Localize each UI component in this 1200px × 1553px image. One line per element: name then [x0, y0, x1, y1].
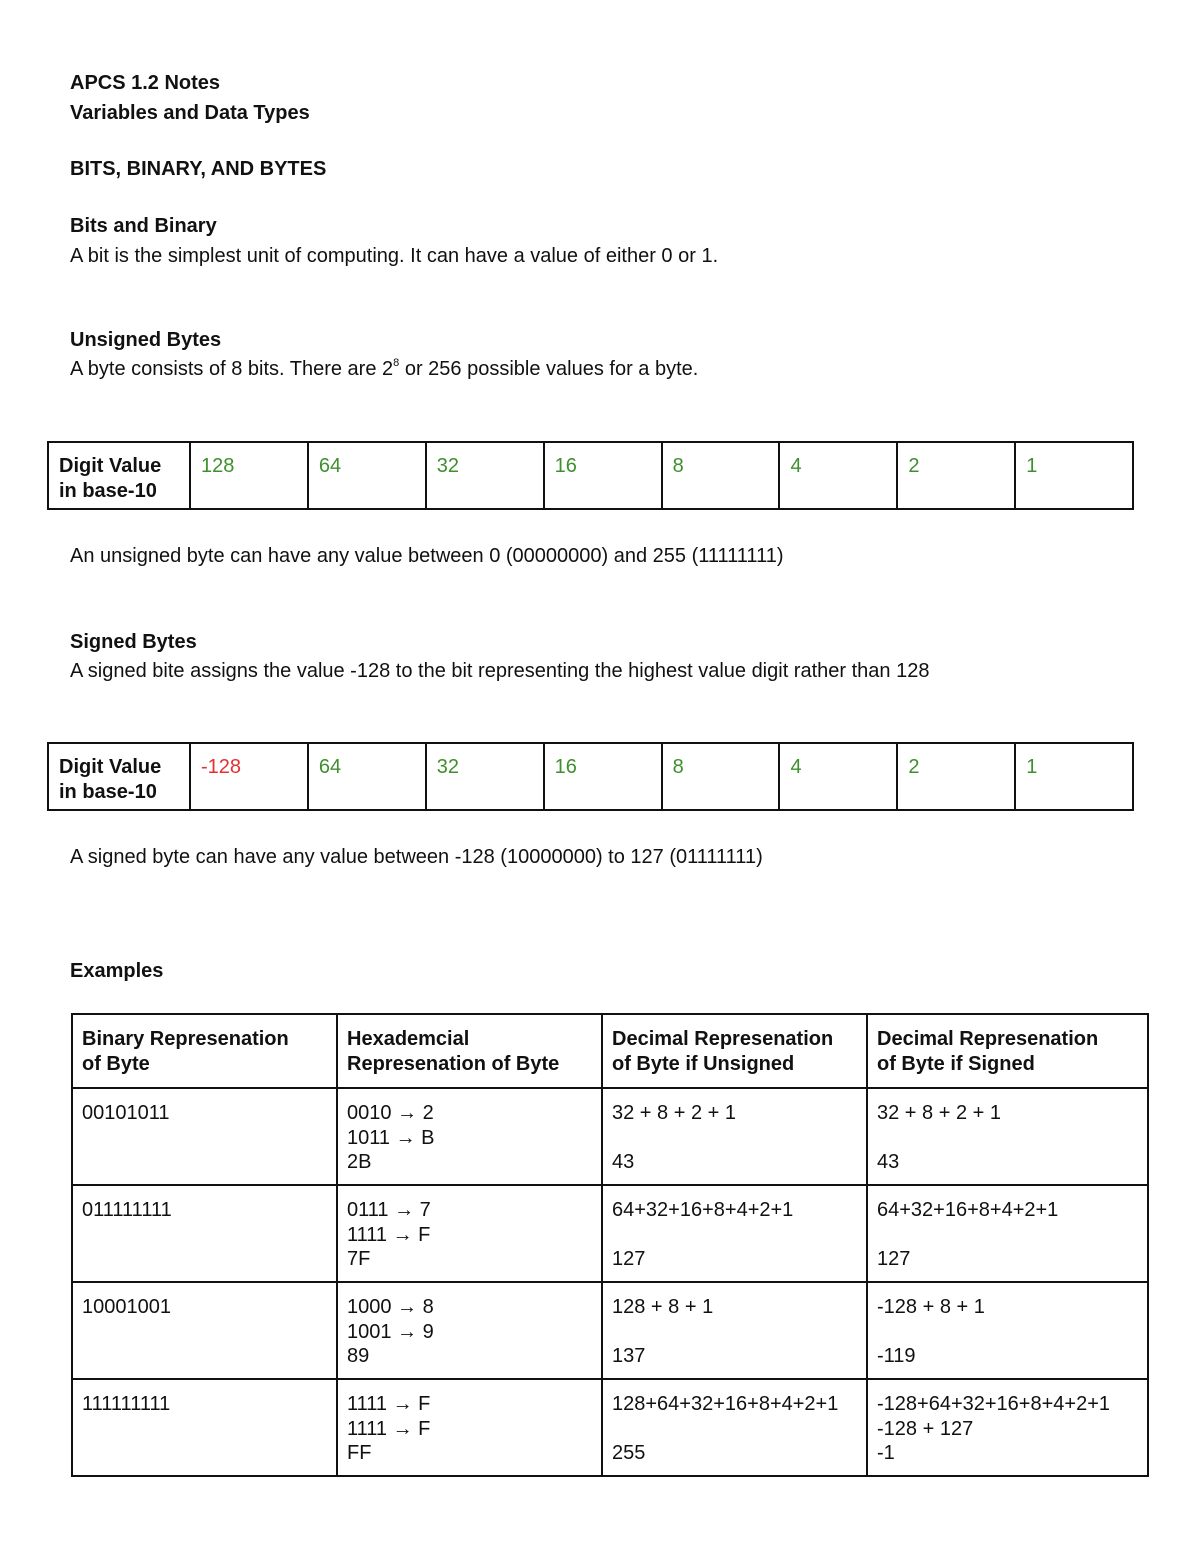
- cell-line: 00101011: [82, 1102, 170, 1124]
- digit-cell: 128: [190, 442, 308, 509]
- digit-cell: 4: [779, 743, 897, 810]
- digit-cell: 32: [426, 743, 544, 810]
- header-line: Hexademcial: [347, 1028, 470, 1050]
- cell-line: -128 + 8 + 1: [877, 1296, 985, 1318]
- header-line: of Byte if Signed: [877, 1052, 1035, 1075]
- column-header: [72, 1014, 337, 1088]
- signed-range-text: A signed byte can have any value between -128 (10000000) to 127 (01111111): [70, 846, 763, 868]
- digit-cell: 16: [544, 743, 662, 810]
- digit-cell: 8: [662, 743, 780, 810]
- cell-line: 64+32+16+8+4+2+1: [877, 1199, 1059, 1221]
- table-cell: [72, 1379, 337, 1476]
- unsigned-range-text: An unsigned byte can have any value between 0 (00000000) and 255 (11111111): [70, 545, 784, 567]
- cell-line: 64+32+16+8+4+2+1: [612, 1199, 794, 1221]
- digit-cell: 32: [426, 442, 544, 509]
- digit-cell: 64: [308, 743, 426, 810]
- negative-digit-cell: -128: [190, 743, 308, 810]
- table-cell: [337, 1379, 602, 1476]
- cell-line: 10001001: [82, 1296, 171, 1318]
- cell-line: -128+64+32+16+8+4+2+1: [877, 1393, 1111, 1415]
- table-cell: [337, 1088, 602, 1185]
- cell-line: 1111 → F: [347, 1393, 431, 1415]
- signed-heading: Signed Bytes: [70, 631, 197, 653]
- cell-line: 255: [612, 1442, 646, 1464]
- unsigned-heading: Unsigned Bytes: [70, 329, 222, 351]
- header-line: Represenation of Byte: [347, 1052, 560, 1075]
- cell-line: 1111 → F: [347, 1417, 431, 1440]
- example-rows: [72, 1088, 1148, 1476]
- cell-line: 127: [612, 1248, 646, 1270]
- cell-line: [612, 1320, 857, 1345]
- cell-line: 2B: [347, 1151, 372, 1173]
- digit-value-header: [48, 442, 190, 509]
- header-line: Decimal Represenation: [877, 1028, 1099, 1050]
- header-line: of Byte: [82, 1052, 150, 1075]
- digit-cell: 8: [662, 442, 780, 509]
- digit-cell: 1: [1015, 442, 1133, 509]
- table-cell: [867, 1088, 1148, 1185]
- cell-line: 1011 → B: [347, 1126, 435, 1149]
- doc-title: APCS 1.2 Notes: [70, 72, 221, 94]
- table-cell: [72, 1185, 337, 1282]
- table-cell: [867, 1282, 1148, 1379]
- exponent: 8: [393, 357, 400, 370]
- cell-line: [612, 1223, 857, 1248]
- examples-table: [71, 1013, 1149, 1477]
- column-header: [867, 1014, 1148, 1088]
- cell-line: 0010 → 2: [347, 1102, 434, 1124]
- signed-text: A signed bite assigns the value -128 to the bit representing the highest value digit rather than 128: [70, 660, 930, 682]
- cell-line: 1001 → 9: [347, 1320, 434, 1343]
- doc-subtitle: Variables and Data Types: [70, 102, 310, 124]
- column-header: [602, 1014, 867, 1088]
- table-row: [72, 1282, 1148, 1379]
- header-line: Decimal Represenation: [612, 1028, 834, 1050]
- cell-line: -119: [877, 1345, 916, 1367]
- table-cell: [602, 1185, 867, 1282]
- digit-cell: 64: [308, 442, 426, 509]
- table-cell: [867, 1185, 1148, 1282]
- table-cell: [72, 1282, 337, 1379]
- table-cell: [602, 1282, 867, 1379]
- table-cell: [337, 1185, 602, 1282]
- cell-line: -1: [877, 1442, 895, 1464]
- cell-line: 32 + 8 + 2 + 1: [877, 1102, 1001, 1124]
- unsigned-text-before: A byte consists of 8 bits. There are 2: [70, 358, 394, 380]
- cell-line: 127: [877, 1248, 911, 1270]
- cell-line: 1000 → 8: [347, 1296, 434, 1318]
- header-line: of Byte if Unsigned: [612, 1052, 795, 1075]
- cell-line: 1111 → F: [347, 1223, 431, 1246]
- header-line: Digit Value: [59, 455, 162, 477]
- digit-cell: 4: [779, 442, 897, 509]
- digit-cell: 2: [897, 743, 1015, 810]
- cell-line: [877, 1223, 1138, 1248]
- digit-value-header: [48, 743, 190, 810]
- table-row: [72, 1088, 1148, 1185]
- bits-binary-heading: Bits and Binary: [70, 215, 217, 237]
- cell-line: -128 + 127: [877, 1417, 974, 1440]
- header-line: in base-10: [59, 479, 157, 502]
- digit-cell: 1: [1015, 743, 1133, 810]
- cell-line: [877, 1126, 1138, 1151]
- examples-heading: Examples: [70, 960, 164, 982]
- cell-line: 43: [612, 1151, 635, 1173]
- cell-line: 137: [612, 1345, 646, 1367]
- cell-line: 89: [347, 1345, 370, 1367]
- unsigned-digit-table: [47, 441, 1134, 510]
- header-line: in base-10: [59, 780, 157, 803]
- cell-line: [612, 1126, 857, 1151]
- header-line: Digit Value: [59, 756, 162, 778]
- bits-binary-text: A bit is the simplest unit of computing. It can have a value of either 0 or 1.: [70, 245, 719, 267]
- signed-digit-table: [47, 742, 1134, 811]
- header-line: Binary Represenation: [82, 1028, 289, 1050]
- cell-line: 111111111: [82, 1393, 171, 1415]
- table-cell: [602, 1379, 867, 1476]
- column-header: [337, 1014, 602, 1088]
- cell-line: 43: [877, 1151, 900, 1173]
- digit-cell: 2: [897, 442, 1015, 509]
- cell-line: 32 + 8 + 2 + 1: [612, 1102, 736, 1124]
- table-cell: [337, 1282, 602, 1379]
- cell-line: 128 + 8 + 1: [612, 1296, 714, 1318]
- table-cell: [602, 1088, 867, 1185]
- section-heading: BITS, BINARY, AND BYTES: [70, 158, 327, 180]
- cell-line: 7F: [347, 1248, 371, 1270]
- cell-line: 128+64+32+16+8+4+2+1: [612, 1393, 839, 1415]
- cell-line: 011111111: [82, 1199, 172, 1221]
- table-header-row: [72, 1014, 1148, 1088]
- table-row: [72, 1379, 1148, 1476]
- cell-line: 0111 → 7: [347, 1199, 431, 1221]
- cell-line: [877, 1320, 1138, 1345]
- cell-line: [612, 1417, 857, 1442]
- table-row: [72, 1185, 1148, 1282]
- table-cell: [867, 1379, 1148, 1476]
- table-cell: [72, 1088, 337, 1185]
- unsigned-text-after: or 256 possible values for a byte.: [399, 358, 699, 380]
- digit-cell: 16: [544, 442, 662, 509]
- cell-line: FF: [347, 1442, 372, 1464]
- unsigned-text: [70, 357, 698, 381]
